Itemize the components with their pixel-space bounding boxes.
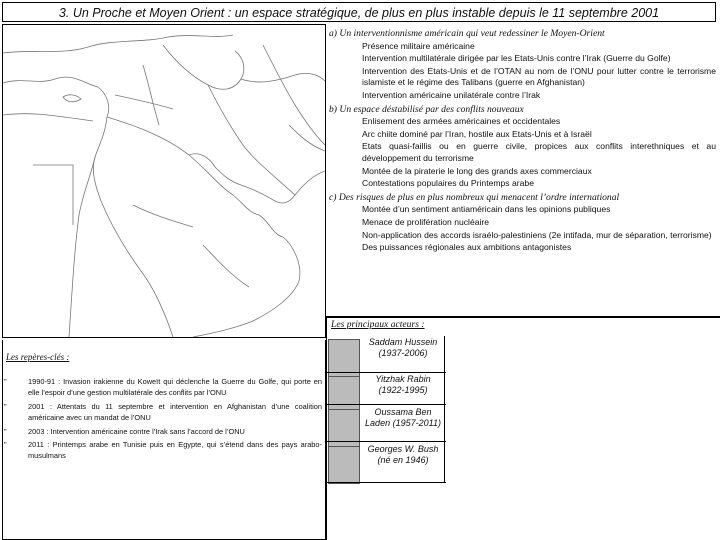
bullet-glyph: " xyxy=(4,377,7,386)
list-item: Arc chiite dominé par l’Iran, hostile aux Etats-Unis et à Israël xyxy=(362,128,592,139)
list-item xyxy=(4,439,322,462)
list-item: Montée d’un sentiment antiaméricain dans les opinions publiques xyxy=(362,204,611,215)
list-item: Non-application des accords israélo-palestiniens (2e intifada, mur de séparation, terrorisme) xyxy=(362,229,712,240)
list-item xyxy=(4,376,322,399)
section-heading: c) Des risques de plus en plus nombreux qui menacent l’ordre international xyxy=(329,191,620,203)
blank-map xyxy=(2,24,326,338)
actors-divider xyxy=(444,336,445,482)
divider xyxy=(326,404,446,405)
bullet-glyph: " xyxy=(4,426,7,436)
section-heading: b) Un espace déstabilisé par des conflits nouveaux xyxy=(329,103,524,115)
bullet-glyph: " xyxy=(4,440,7,450)
list-item xyxy=(4,401,322,424)
list-item: Enlisement des armées américaines et occidentales xyxy=(362,116,561,127)
portrait-photo xyxy=(328,446,360,484)
list-item: Intervention américaine unilatérale contre l’Irak xyxy=(362,89,541,100)
list-item: Menace de prolifération nucléaire xyxy=(362,216,490,227)
key-date-text: 1990-91 : Invasion irakienne du Koweït qui déclenche la Guerre du Golfe, qui porte en elle l’espoir d’une gestion multilatérale des conflits par l’ONU xyxy=(28,377,322,398)
list-item: Intervention multilatérale dirigée par les Etats-Unis contre l’Irak (Guerre du Golfe) xyxy=(362,53,671,64)
list-item: Présence militaire américaine xyxy=(362,40,475,51)
page-title: 3. Un Proche et Moyen Orient : un espace stratégique, de plus en plus instable depuis le 11 septembre 2001 xyxy=(2,2,716,22)
middle-east-outline-map xyxy=(3,25,325,337)
list-item: Contestations populaires du Printemps arabe xyxy=(362,178,534,189)
actor-name: Georges W. Bush (né en 1946) xyxy=(367,444,439,465)
list-item: Montée de la piraterie le long des grands axes commerciaux xyxy=(362,165,592,176)
key-date-text: 2003 : Intervention américaine contre l’Irak sans l’accord de l’ONU xyxy=(28,426,245,436)
divider xyxy=(326,441,446,442)
actor-name: Oussama Ben Laden (1957-2011) xyxy=(365,407,441,428)
divider xyxy=(326,482,446,483)
actor-name: Yitzhak Rabin (1922-1995) xyxy=(375,374,431,395)
key-dates-list xyxy=(4,376,322,464)
analysis-column xyxy=(329,26,716,316)
section-heading: a) Un interventionnisme américain qui veut redessiner le Moyen-Orient xyxy=(329,28,605,39)
list-item: Etats quasi-faillis ou en guerre civile, propices aux conflits interethniques et au développement du terrorisme xyxy=(362,141,716,163)
list-item: Des puissances régionales aux ambitions antagonistes xyxy=(362,242,572,253)
key-date-text: 2001 : Attentats du 11 septembre et intervention en Afghanistan d’une coalition américaine avec un mandat de l’ONU xyxy=(28,401,322,423)
list-item xyxy=(4,426,322,437)
divider xyxy=(326,372,446,373)
bullet-glyph: " xyxy=(4,401,7,411)
list-item: Intervention des Etats-Unis et de l’OTAN au nom de l’ONU pour lutter contre le terrorisme islamiste et le régime des Talibans (guerre en Afghanistan) xyxy=(362,65,716,88)
key-date-text: 2011 : Printemps arabe en Tunisie puis en Egypte, qui s’étend dans des pays arabo-musulmans xyxy=(28,440,322,461)
actors-title: Les principaux acteurs : xyxy=(331,319,425,330)
key-dates-title: Les repères-clés : xyxy=(6,352,70,362)
actor-name: Saddam Hussein (1937-2006) xyxy=(368,337,438,358)
